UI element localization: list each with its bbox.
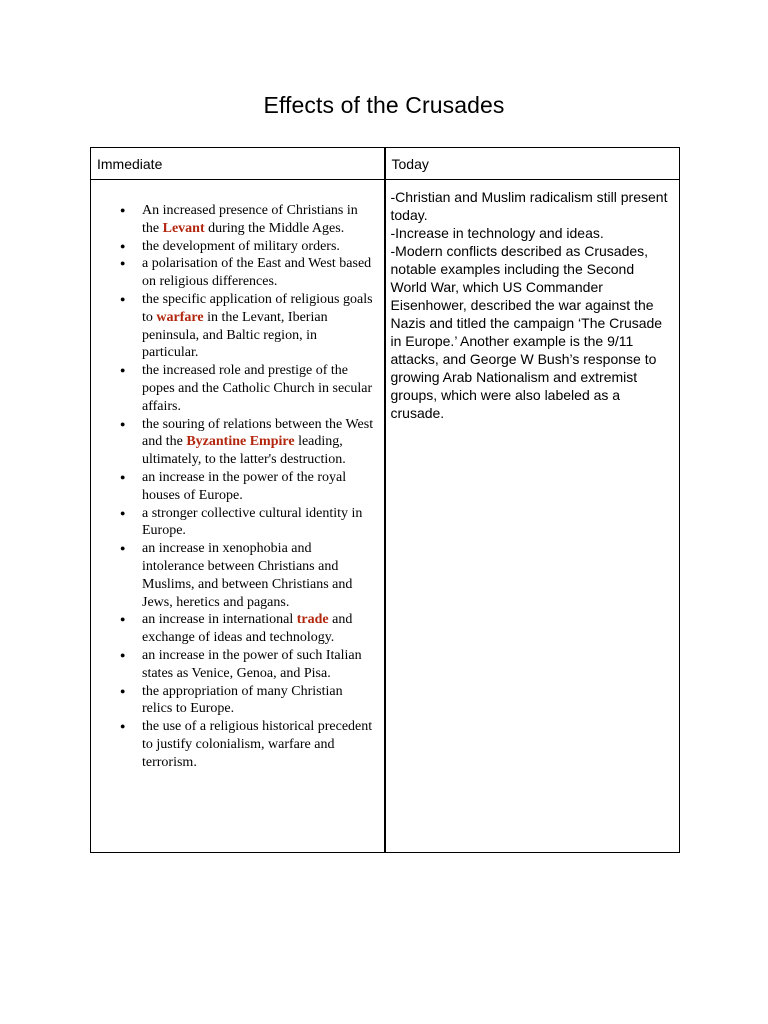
list-item [117, 647, 376, 683]
list-item-text: and exchange of ideas and technology. [142, 612, 353, 646]
list-item [117, 416, 376, 469]
list-item-text: an increase in the power of such Italian states as Venice, Genoa, and Pisa. [142, 647, 362, 681]
list-item [117, 291, 376, 362]
highlighted-term: Levant [162, 220, 205, 236]
list-item-text: an increase in international [142, 612, 297, 628]
list-item [117, 202, 376, 238]
highlighted-term: trade [296, 612, 329, 628]
list-item-text: the development of military orders. [142, 238, 340, 254]
list-item [117, 718, 376, 771]
highlighted-term: warfare [156, 309, 204, 325]
list-item [117, 540, 376, 611]
today-cell [385, 180, 680, 853]
list-item-text: a polarisation of the East and West based on religious differences. [142, 256, 372, 290]
header-immediate: Immediate [91, 148, 385, 180]
list-item-text: the increased role and prestige of the popes and the Catholic Church in secular affairs. [142, 363, 373, 414]
effects-table [90, 147, 680, 853]
immediate-effects-list [91, 202, 376, 772]
highlighted-term: Byzantine Empire [186, 434, 295, 450]
list-item [117, 238, 376, 256]
immediate-cell [91, 180, 385, 853]
today-paragraph: -Modern conflicts described as Crusades, notable examples including the Second World War, which US Commander Eisenhower, described the war against the Nazis and titled the campaign ‘The Crusade in Europe.’ Another example is the 9/11 attacks, and George W Bush’s response to growing Arab Nationalism and extremist groups, which were also labeled as a crusade. [390, 243, 663, 421]
list-item-text: an increase in xenophobia and intolerance between Christians and Muslims, and between Christians and Jews, heretics and pagans. [142, 541, 353, 610]
list-item-text: the use of a religious historical precedent to justify colonialism, warfare and terrorism. [142, 719, 373, 770]
page-title: Effects of the Crusades [263, 92, 505, 118]
list-item [117, 469, 376, 505]
list-item-text: the appropriation of many Christian relics to Europe. [142, 683, 343, 717]
today-paragraph: -Christian and Muslim radicalism still present today. [390, 189, 668, 223]
list-item-text: a stronger collective cultural identity in Europe. [142, 505, 363, 539]
list-item-text: the specific application of religious goals to [142, 291, 373, 325]
table-header-row [91, 148, 680, 180]
list-item [117, 362, 376, 415]
list-item-text: leading, ultimately, to the latter's destruction. [142, 434, 346, 468]
list-item-text: during the Middle Ages. [204, 220, 345, 236]
today-effects-text [391, 188, 672, 422]
list-item [117, 683, 376, 719]
today-paragraph: -Increase in technology and ideas. [390, 225, 604, 241]
list-item [117, 255, 376, 291]
list-item [117, 611, 376, 647]
list-item-text: in the Levant, Iberian peninsula, and Baltic region, in particular. [142, 309, 328, 361]
list-item [117, 505, 376, 541]
list-item-text: An increased presence of Christians in the [142, 203, 358, 236]
header-today: Today [385, 148, 680, 180]
list-item-text: an increase in the power of the royal houses of Europe. [142, 469, 347, 503]
list-item-text: the souring of relations between the West and the [142, 416, 374, 450]
table-body-row [91, 180, 680, 853]
